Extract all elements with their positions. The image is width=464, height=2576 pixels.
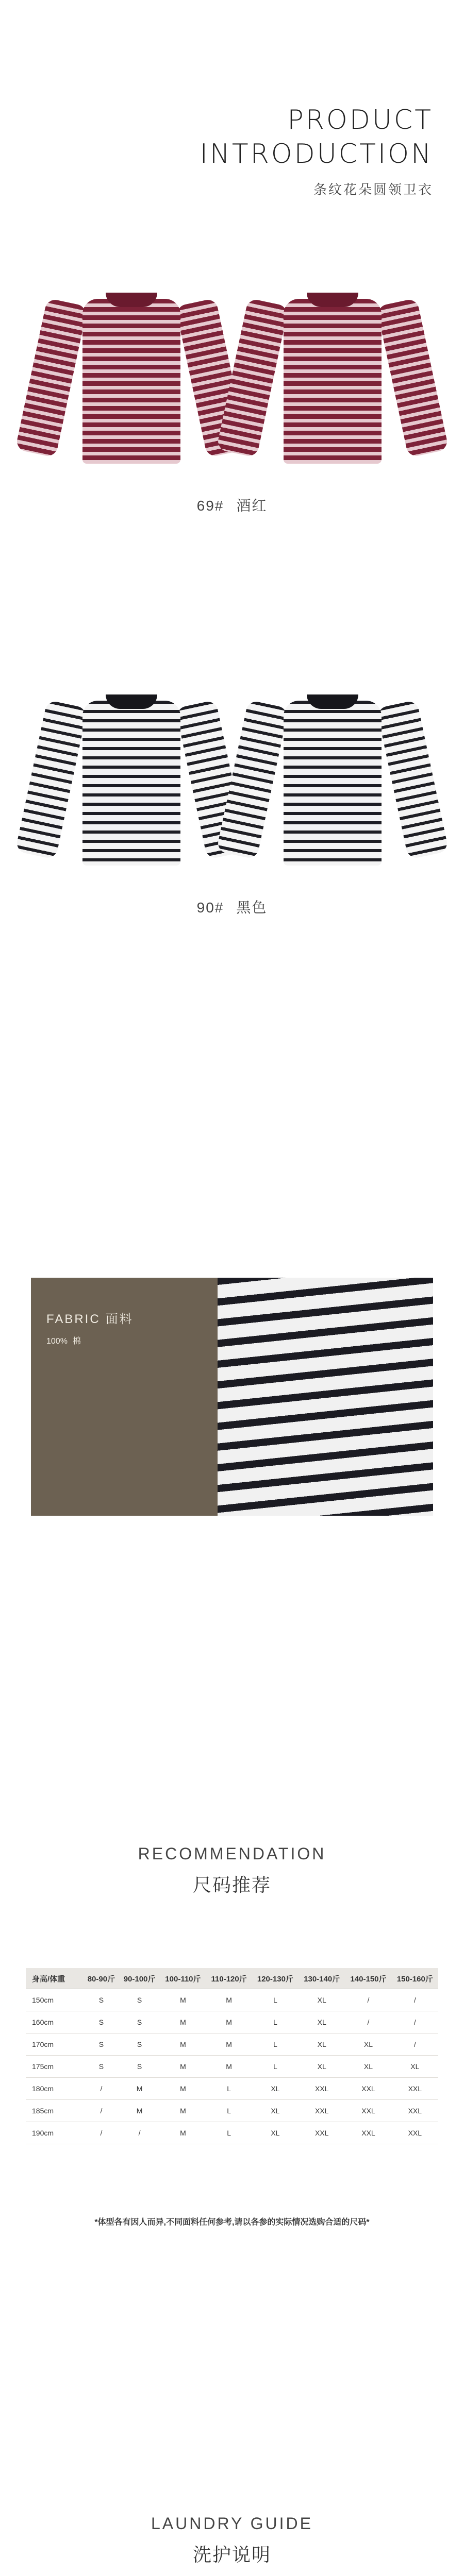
fabric-title-cn: 面料 bbox=[105, 1312, 134, 1326]
fabric-panel bbox=[31, 1278, 218, 1516]
size-header-cell: 90-100斤 bbox=[119, 1968, 160, 1989]
size-header-cell: 110-120斤 bbox=[206, 1968, 252, 1989]
size-cell: / bbox=[84, 2078, 119, 2100]
table-row bbox=[26, 2122, 438, 2144]
product-label-black bbox=[0, 896, 464, 917]
size-cell: M bbox=[160, 2078, 206, 2100]
size-cell: XL bbox=[299, 2056, 345, 2078]
size-cell: M bbox=[160, 2100, 206, 2122]
size-cell: XL bbox=[345, 2056, 391, 2078]
size-section-title bbox=[0, 1844, 464, 1897]
size-cell: L bbox=[206, 2122, 252, 2144]
laundry-section-title bbox=[0, 2514, 464, 2567]
size-cell: / bbox=[119, 2122, 160, 2144]
size-cell: XL bbox=[252, 2078, 299, 2100]
fabric-section bbox=[0, 1278, 464, 1516]
size-cell: 170cm bbox=[26, 2033, 84, 2056]
size-header-cell: 100-110斤 bbox=[160, 1968, 206, 1989]
size-cell: XXL bbox=[299, 2100, 345, 2122]
size-cell: M bbox=[160, 2122, 206, 2144]
size-cell: XXL bbox=[392, 2078, 438, 2100]
size-cell: XL bbox=[299, 2033, 345, 2056]
size-cell: L bbox=[206, 2078, 252, 2100]
section-title-cn: 尺码推荐 bbox=[192, 1874, 271, 1895]
fabric-title-en: FABRIC bbox=[46, 1312, 101, 1326]
size-table bbox=[26, 1968, 438, 2144]
product-photo-front bbox=[46, 690, 217, 866]
size-cell: / bbox=[392, 1989, 438, 2011]
size-header-cell: 130-140斤 bbox=[299, 1968, 345, 1989]
product-label-wine bbox=[0, 495, 464, 515]
size-cell: S bbox=[119, 1989, 160, 2011]
size-cell: XXL bbox=[345, 2078, 391, 2100]
size-cell: L bbox=[252, 2056, 299, 2078]
table-row bbox=[26, 2056, 438, 2078]
size-cell: M bbox=[206, 2011, 252, 2033]
size-header-cell: 140-150斤 bbox=[345, 1968, 391, 1989]
size-cell: M bbox=[119, 2078, 160, 2100]
product-photo-back bbox=[247, 690, 418, 866]
size-cell: S bbox=[84, 2033, 119, 2056]
size-cell: XXL bbox=[392, 2100, 438, 2122]
size-cell: L bbox=[252, 1989, 299, 2011]
size-cell: XXL bbox=[345, 2122, 391, 2144]
size-cell: M bbox=[206, 2033, 252, 2056]
fabric-percent: 100% bbox=[46, 1337, 68, 1346]
table-row bbox=[26, 2011, 438, 2033]
size-cell: 175cm bbox=[26, 2056, 84, 2078]
size-note: *体型各有因人而异,不同面料任何参考,请以各参的实际情况选购合适的尺码* bbox=[94, 2218, 370, 2227]
title-en-line1: PRODUCT bbox=[287, 105, 433, 135]
size-cell: L bbox=[206, 2100, 252, 2122]
size-cell: XXL bbox=[299, 2122, 345, 2144]
size-cell: S bbox=[119, 2033, 160, 2056]
size-cell: S bbox=[119, 2011, 160, 2033]
size-cell: L bbox=[252, 2011, 299, 2033]
size-cell: 160cm bbox=[26, 2011, 84, 2033]
size-cell: M bbox=[206, 1989, 252, 2011]
product-photo-front bbox=[46, 289, 217, 464]
size-cell: / bbox=[345, 1989, 391, 2011]
section-title-en: RECOMMENDATION bbox=[138, 1844, 326, 1863]
size-cell: 190cm bbox=[26, 2122, 84, 2144]
table-row bbox=[26, 2033, 438, 2056]
section-title-cn: 洗护说明 bbox=[192, 2544, 271, 2565]
fabric-material: 棉 bbox=[72, 1337, 81, 1346]
size-cell: S bbox=[84, 2056, 119, 2078]
size-cell: S bbox=[84, 2011, 119, 2033]
size-cell: M bbox=[206, 2056, 252, 2078]
size-cell: 185cm bbox=[26, 2100, 84, 2122]
fabric-title bbox=[46, 1309, 134, 1327]
fabric-swatch-image bbox=[218, 1278, 433, 1516]
table-row bbox=[26, 2078, 438, 2100]
table-row bbox=[26, 2100, 438, 2122]
product-color: 酒红 bbox=[236, 498, 268, 514]
size-cell: M bbox=[160, 2056, 206, 2078]
product-code: 90# bbox=[196, 900, 224, 916]
size-cell: M bbox=[160, 2033, 206, 2056]
size-cell: XXL bbox=[345, 2100, 391, 2122]
size-cell: XL bbox=[252, 2122, 299, 2144]
size-cell: S bbox=[84, 1989, 119, 2011]
size-header-cell: 150-160斤 bbox=[392, 1968, 438, 1989]
size-cell: / bbox=[84, 2100, 119, 2122]
size-cell: / bbox=[84, 2122, 119, 2144]
product-code: 69# bbox=[196, 498, 224, 514]
product-color: 黑色 bbox=[236, 900, 268, 916]
size-cell: 150cm bbox=[26, 1989, 84, 2011]
size-cell: / bbox=[345, 2011, 391, 2033]
size-cell: XL bbox=[392, 2056, 438, 2078]
size-cell: XL bbox=[299, 1989, 345, 2011]
product-photo-back bbox=[247, 289, 418, 464]
size-cell: XL bbox=[252, 2100, 299, 2122]
size-cell: XXL bbox=[392, 2122, 438, 2144]
title-en-line2: INTRODUCTION bbox=[200, 139, 433, 170]
size-cell: XL bbox=[299, 2011, 345, 2033]
fabric-composition bbox=[46, 1334, 81, 1346]
size-cell: XL bbox=[345, 2033, 391, 2056]
size-header-cell: 80-90斤 bbox=[84, 1968, 119, 1989]
size-cell: M bbox=[160, 2011, 206, 2033]
size-header-cell: 120-130斤 bbox=[252, 1968, 299, 1989]
size-cell: M bbox=[119, 2100, 160, 2122]
product-header bbox=[200, 103, 433, 198]
size-cell: / bbox=[392, 2033, 438, 2056]
size-cell: L bbox=[252, 2033, 299, 2056]
size-cell: M bbox=[160, 1989, 206, 2011]
title-cn: 条纹花朵圆领卫衣 bbox=[313, 182, 433, 197]
size-header-cell: 身高/体重 bbox=[26, 1968, 84, 1989]
section-title-en: LAUNDRY GUIDE bbox=[151, 2514, 313, 2533]
table-row bbox=[26, 1989, 438, 2011]
size-cell: XXL bbox=[299, 2078, 345, 2100]
size-cell: 180cm bbox=[26, 2078, 84, 2100]
size-cell: S bbox=[119, 2056, 160, 2078]
size-cell: / bbox=[392, 2011, 438, 2033]
